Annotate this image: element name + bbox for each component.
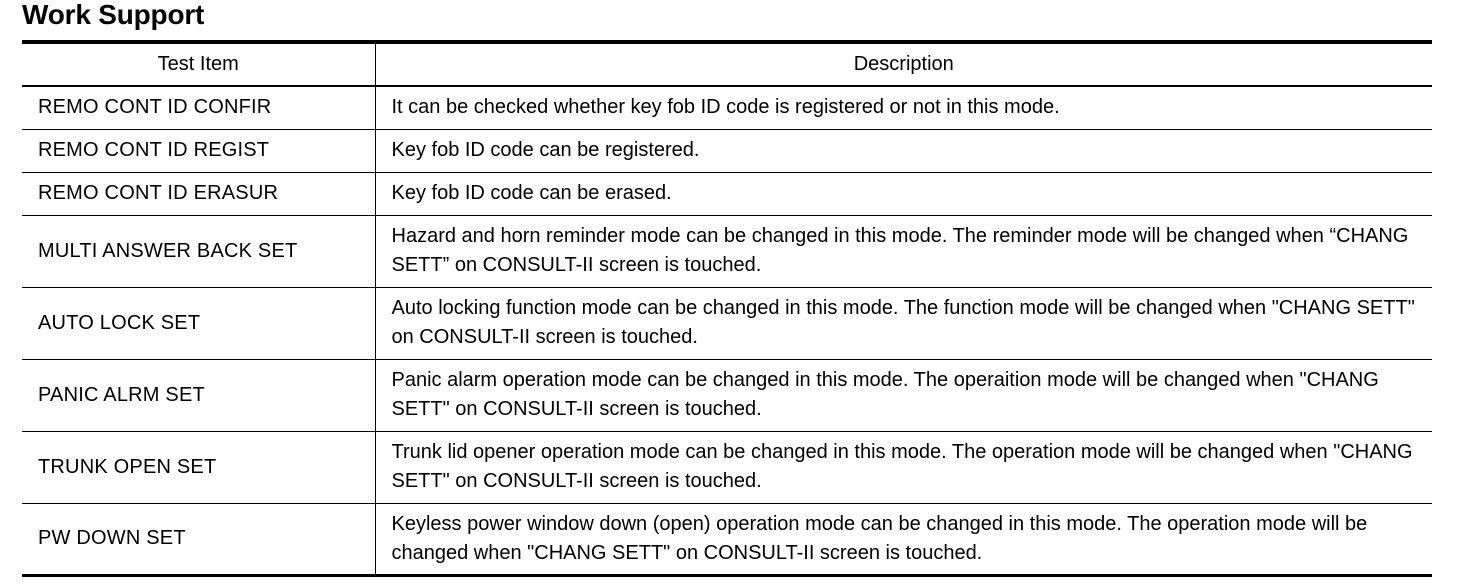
description-cell: It can be checked whether key fob ID code is registered or not in this mode.	[375, 86, 1432, 129]
table-row	[22, 86, 1432, 129]
description-cell: Hazard and horn reminder mode can be changed in this mode. The reminder mode will be changed when “CHANG SETT” on CONSULT-II screen is touched.	[375, 215, 1432, 287]
description-cell: Auto locking function mode can be changed in this mode. The function mode will be changed when "CHANG SETT" on CONSULT-II screen is touched.	[375, 287, 1432, 359]
test-item-cell: TRUNK OPEN SET	[22, 431, 375, 503]
table-row	[22, 359, 1432, 431]
description-cell: Key fob ID code can be erased.	[375, 172, 1432, 215]
test-item-cell: PANIC ALRM SET	[22, 359, 375, 431]
table-row	[22, 215, 1432, 287]
page-title: Work Support	[22, 0, 205, 30]
test-item-cell: AUTO LOCK SET	[22, 287, 375, 359]
work-support-table	[22, 40, 1432, 577]
table-row	[22, 287, 1432, 359]
description-cell: Trunk lid opener operation mode can be changed in this mode. The operation mode will be changed when "CHANG SETT" on CONSULT-II screen is touched.	[375, 431, 1432, 503]
description-cell: Panic alarm operation mode can be changed in this mode. The operaition mode will be changed when "CHANG SETT" on CONSULT-II screen is touched.	[375, 359, 1432, 431]
table-row	[22, 431, 1432, 503]
test-item-cell: PW DOWN SET	[22, 503, 375, 575]
test-item-cell: REMO CONT ID REGIST	[22, 129, 375, 172]
description-cell: Keyless power window down (open) operation mode can be changed in this mode. The operation mode will be changed when "CHANG SETT" on CONSULT-II screen is touched.	[375, 503, 1432, 575]
test-item-cell: REMO CONT ID CONFIR	[22, 86, 375, 129]
column-header-description: Description	[375, 42, 1432, 86]
description-cell: Key fob ID code can be registered.	[375, 129, 1432, 172]
table-row	[22, 503, 1432, 575]
table-row	[22, 129, 1432, 172]
table-row	[22, 172, 1432, 215]
test-item-cell: MULTI ANSWER BACK SET	[22, 215, 375, 287]
test-item-cell: REMO CONT ID ERASUR	[22, 172, 375, 215]
table-header-row	[22, 42, 1432, 86]
column-header-test-item: Test Item	[22, 42, 375, 86]
